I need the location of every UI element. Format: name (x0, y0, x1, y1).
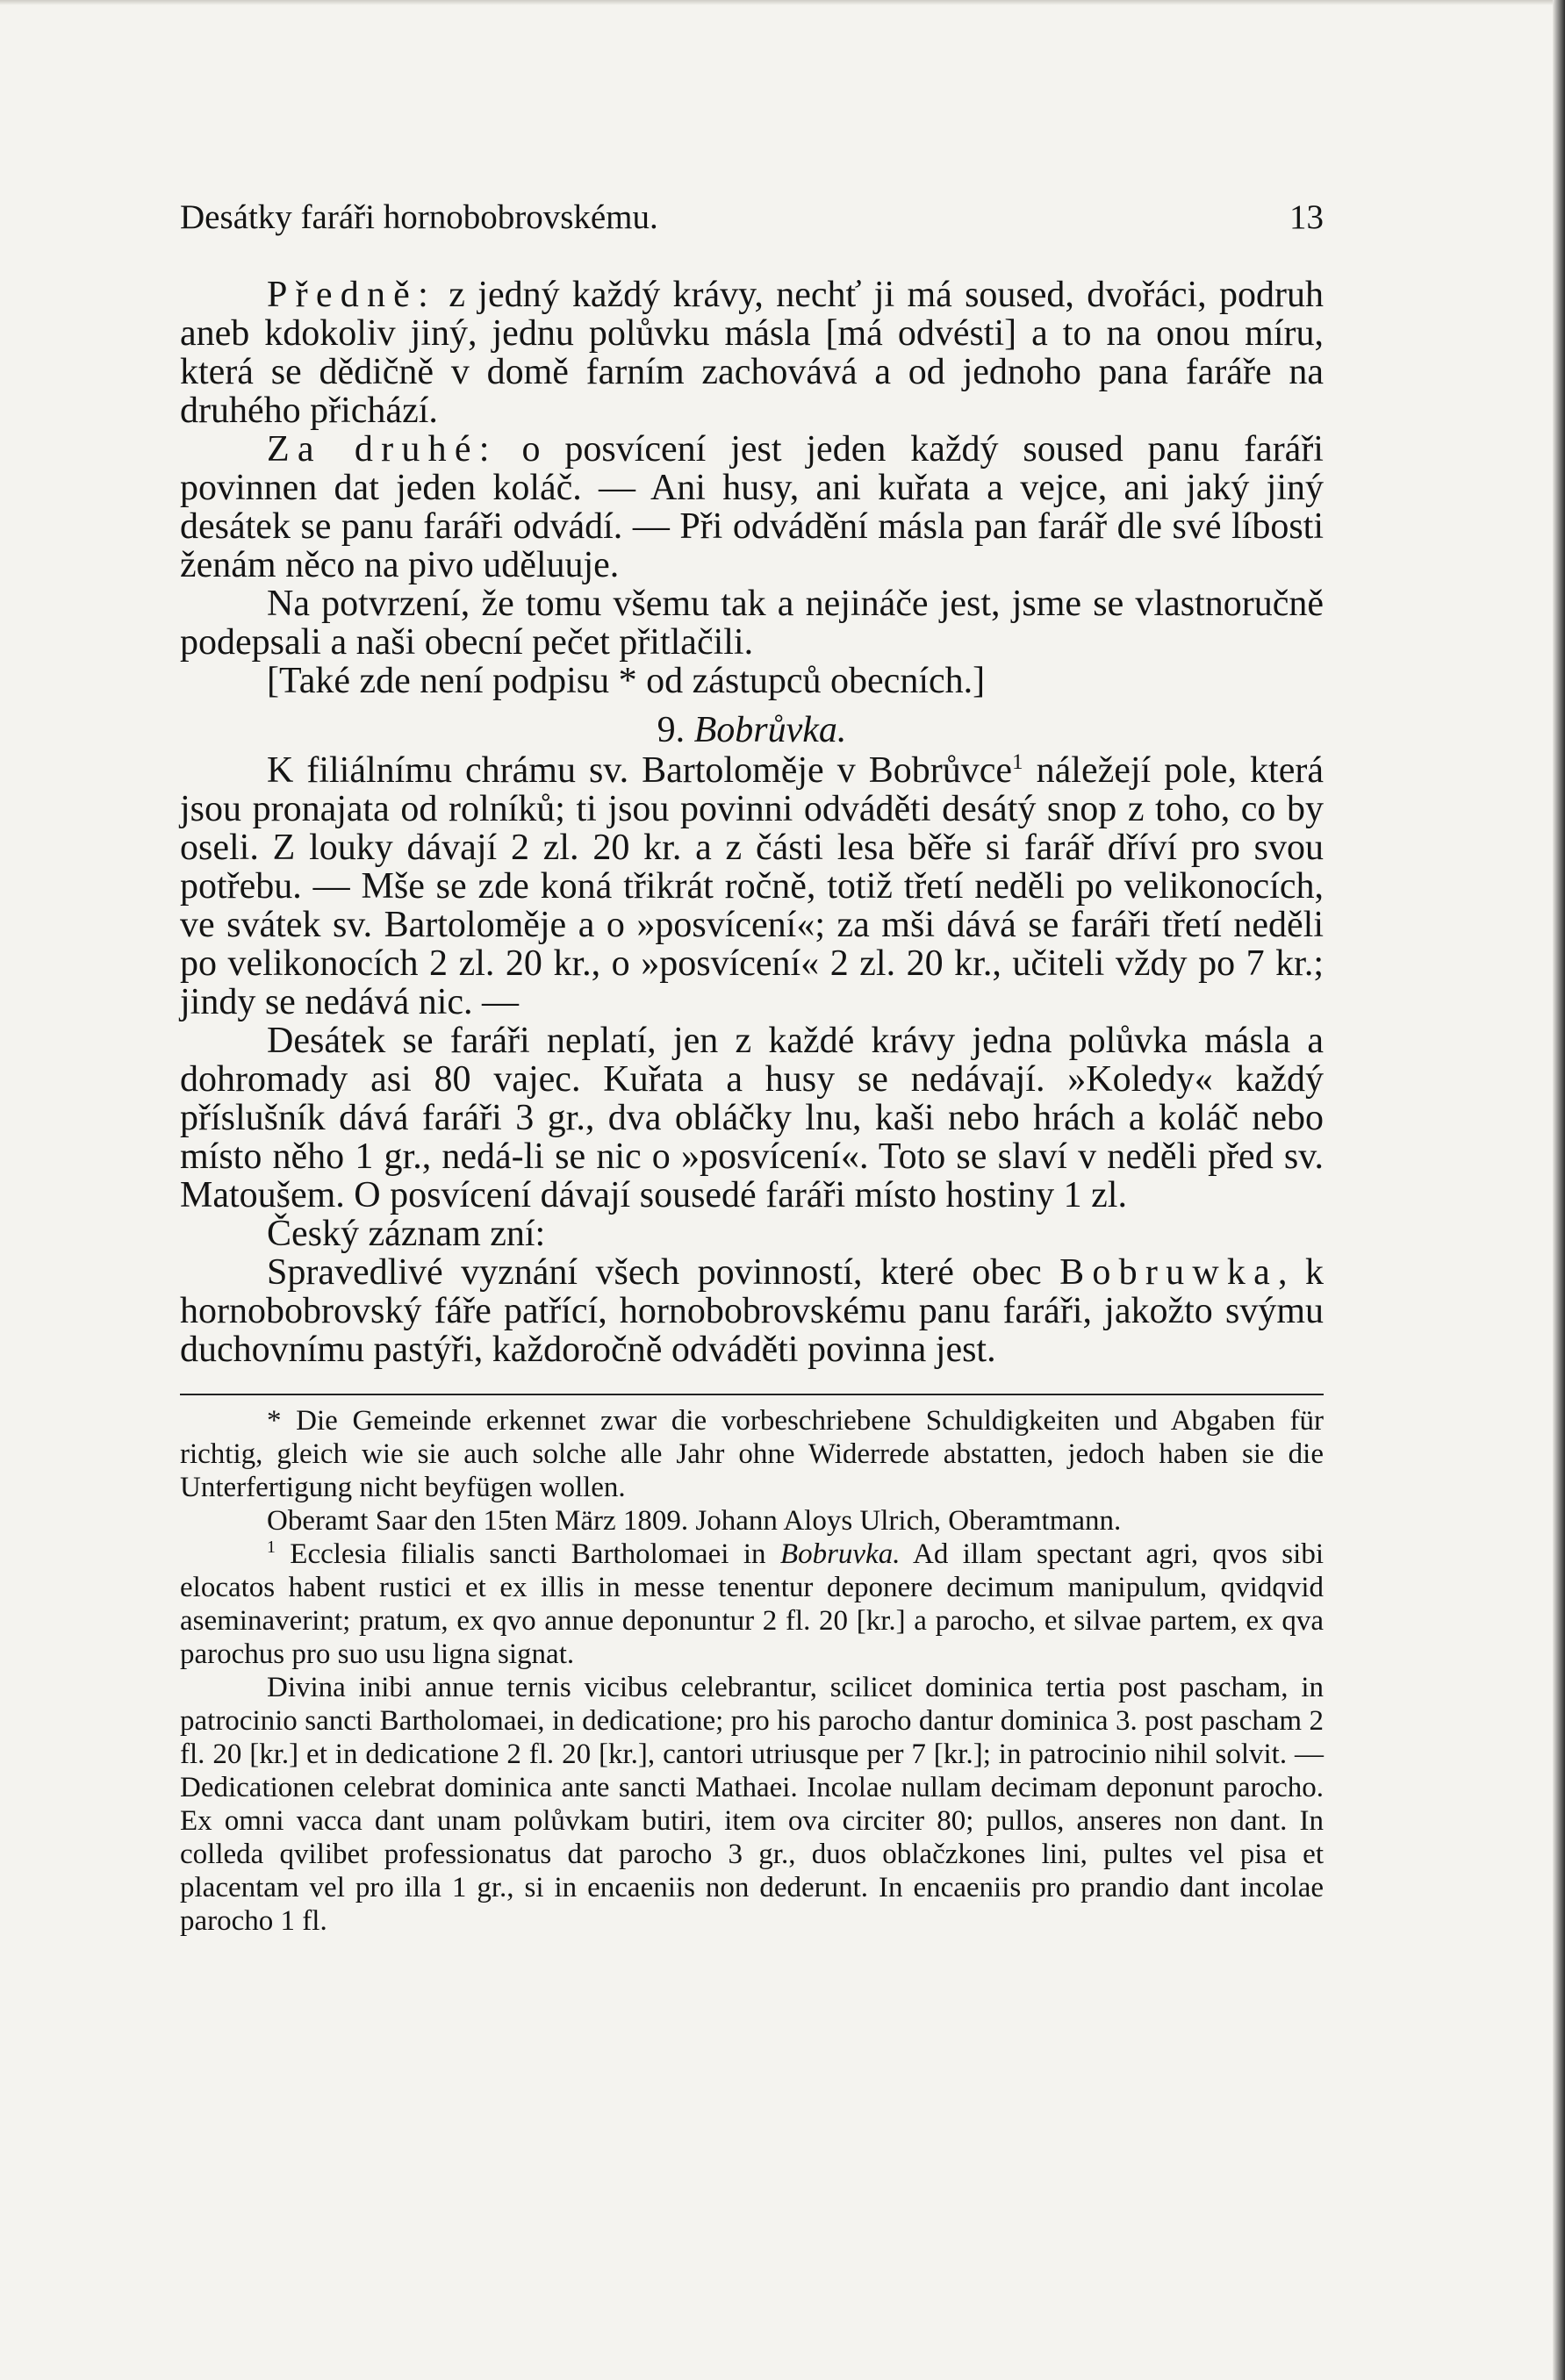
paragraph-text: náležejí pole, která jsou pronajata od rolníků; ti jsou povinni odváděti desátý snop z toho, co by oseli. Z louky dávají 2 zl. 20 kr. a z části lesa běře si farář dříví pro svou potřebu. — Mše se zde koná třikrát ročně, totiž třetí neděli po velikonocích, ve svátek sv. Bartoloměje a o »posvícení«; za mši dává se faráři třetí neděli po velikonocích 2 zl. 20 kr., o »posvícení« 2 zl. 20 kr., učiteli vždy po 7 kr.; jindy se nedává nic. — (180, 750, 1324, 1022)
section-heading (180, 711, 1324, 749)
lead-za-druhe: Za druhé: (267, 429, 498, 470)
footnote-text: Ecclesia filialis sancti Bartholomaei in (275, 1538, 780, 1570)
paragraph-text: K filiálnímu chrámu sv. Bartoloměje v Bobrůvce (267, 750, 1013, 791)
paragraph-text: o posvícení jest jeden každý soused panu faráři povinnen dat jeden koláč. — Ani husy, ani kuřata a vejce, ani jaký jiný desátek se panu faráři odvádí. — Při odvádění másla pan farář dle své líbosti ženám něco na pivo uděluuje. (180, 429, 1324, 585)
paragraph-text: , k hornobobrovský fáře patřící, hornobobrovskému panu faráři, jakožto svýmu duchovnímu pastýři, každoročně odváděti povinna jest. (180, 1252, 1325, 1370)
running-header (180, 197, 1324, 237)
paragraph-spravedlive (180, 1253, 1324, 1369)
main-text (180, 276, 1324, 1369)
running-title: Desátky faráři hornobobrovskému. (180, 198, 658, 236)
footnote-divider (180, 1394, 1324, 1395)
paragraph-desatek: Desátek se faráři neplatí, jen z každé krávy jedna polůvka másla a dohromady asi 80 vajec. Kuřata a husy se nedávají. »Koledy« každý příslušník dává faráři 3 gr., dva obláčky lnu, kaši nebo hrách a koláč nebo místo něho 1 gr., nedá-li se nic o »posvícení«. Toto se slaví v neděli před sv. Matoušem. O posvícení dávají sousedé faráři místo hostiny 1 zl. (180, 1021, 1324, 1215)
paragraph-predne (180, 276, 1324, 430)
paragraph-text: Spravedlivé vyznání všech povinností, které obec (267, 1252, 1060, 1293)
footnote-oberamt: Oberamt Saar den 15ten März 1809. Johann Aloys Ulrich, Oberamtmann. (267, 1505, 1122, 1537)
footnote-1 (180, 1538, 1324, 1671)
paragraph-potvrzeni: Na potvrzení, že tomu všemu tak a nejináče jest, jsme se vlastnoručně podepsali a naši obecní pečet přitlačili. (180, 584, 1324, 663)
paragraph-za-druhe (180, 430, 1324, 584)
lead-predne: Předně: (267, 275, 436, 315)
paragraph-podpis-note: [Také zde není podpisu * od zástupců obecních.] (267, 661, 986, 701)
footnote-text: Ad illam spectant agri, qvos sibi elocatos habent rustici et ex illis in messe tenentur deponere decimum manipulum, qvidqvid aseminaverint; pratum, ex qvo annue deponuntur 2 fl. 20 [kr.] a parocho, et silvae partem, ex qva parochus pro suo usu ligna signat. (180, 1538, 1324, 1670)
page-top-edge (0, 0, 1565, 5)
paragraph-cesky-zaznam: Český záznam zní: (267, 1214, 546, 1254)
page-right-edge (1553, 0, 1565, 2380)
spaced-village-name: Bobruwka (1059, 1252, 1279, 1293)
footnote-1-marker: 1 (267, 1538, 276, 1557)
page-content (180, 197, 1324, 1938)
page-number: 13 (1289, 198, 1324, 236)
paragraph-filialni-chram (180, 751, 1324, 1022)
paragraph-text: z jedný každý krávy, nechť ji má soused, dvořáci, podruh aneb kdokoliv jiný, jednu polůvku másla [má odvésti] a to na onou míru, která se dědičně v domě farním zachovává a od jednoho pana faráře na druhého přichází. (180, 275, 1324, 431)
footnotes (180, 1404, 1324, 1938)
section-name: Bobrůvka. (693, 710, 847, 750)
section-number: 9. (657, 710, 686, 750)
footnote-star: * Die Gemeinde erkennet zwar die vorbeschriebene Schuldigkeiten und Abgaben für richtig, gleich wie sie auch solche alle Jahr ohne Widerrede abstatten, jedoch haben sie die Unterfertigung nicht beyfügen wollen. (180, 1405, 1324, 1503)
footnote-divina: Divina inibi annue ternis vicibus celebrantur, scilicet dominica tertia post pascham, in patrocinio sancti Bartholomaei, in dedicatione; pro his parocho dantur dominica 3. post pascham 2 fl. 20 [kr.] et in dedicatione 2 fl. 20 [kr.], cantori utriusque per 7 [kr.]; in patrocinio nihil solvit. — Dedicationen celebrat dominica ante sancti Mathaei. Incolae nullam decimam deponunt parocho. Ex omni vacca dant unam polůvkam butiri, item ova circiter 80; pullos, anseres non dant. In colleda qvilibet professionatus dat parocho 3 gr., duos oblačzkones lini, pultes vel pisa et placentam vel pro illa 1 gr., si in encaeniis non dederunt. In encaeniis pro prandio dant incolae parocho 1 fl. (180, 1672, 1324, 1937)
footnote-italic: Bobruvka. (779, 1538, 901, 1570)
footnote-ref-1: 1 (1012, 750, 1023, 774)
